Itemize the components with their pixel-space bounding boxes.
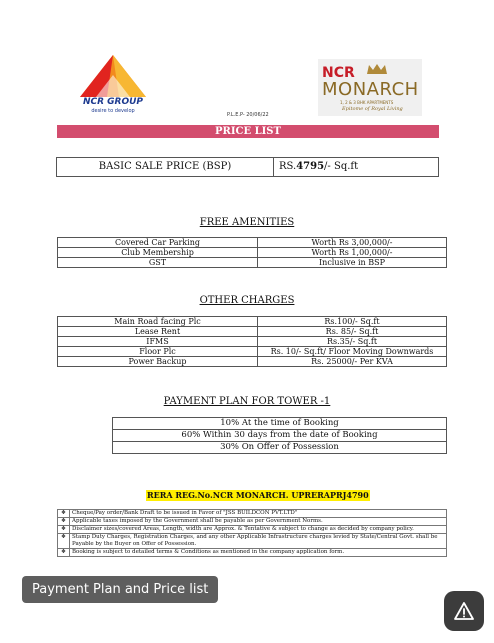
table-row: Lease Rent Rs. 85/- Sq.ft [58, 327, 447, 337]
table-row: GST Inclusive in BSP [58, 258, 447, 268]
table-row: Covered Car Parking Worth Rs 3,00,000/- [58, 238, 447, 248]
list-item: ❖ Booking is subject to detailed terms & Conditions as mentioned in the company application form. [58, 549, 447, 557]
basic-sale-price-box [56, 157, 439, 177]
price-list-date-code: P.L.E.P- 20/06/22 [227, 112, 269, 118]
free-amenities-heading: FREE AMENITIES [199, 217, 295, 228]
payment-plan-table [112, 417, 447, 454]
crown-icon [366, 63, 388, 75]
payment-plan-heading: PAYMENT PLAN FOR TOWER -1 [163, 396, 331, 407]
other-charges-table [57, 316, 447, 367]
list-item: ❖ Applicable taxes imposed by the Government shall be payable as per Government Norms. [58, 518, 447, 526]
monarch-logo-name: MONARCH [322, 79, 419, 100]
table-row: 10% At the time of Booking [113, 418, 447, 430]
table-row: Floor Plc Rs. 10/- Sq.ft/ Floor Moving Downwards [58, 347, 447, 357]
monarch-logo-prefix: NCR [322, 65, 355, 81]
table-row: Main Road facing Plc Rs.100/- Sq.ft [58, 317, 447, 327]
rera-registration: RERA REG.No.NCR MONARCH. UPRERAPRJ4790 [147, 490, 369, 500]
warning-triangle-icon [454, 601, 474, 621]
bsp-label: BASIC SALE PRICE (BSP) [57, 158, 274, 176]
terms-notes-table [57, 509, 447, 557]
other-charges-heading: OTHER CHARGES [199, 295, 295, 306]
list-item: ❖ Cheque/Pay order/Bank Draft to be issued in Favor of "JSS BUILDCON PVT.LTD" [58, 510, 447, 518]
price-list-title: PRICE LIST [215, 126, 281, 137]
bsp-amount: 4795 [296, 161, 325, 172]
report-button[interactable] [444, 591, 484, 631]
ncr-group-name: NCR GROUP [82, 97, 144, 107]
bsp-value: RS.4795/- Sq.ft [279, 161, 359, 172]
list-item: ❖ Stamp Duty Charges, Registration Charges, and any other Applicable Infrastructure charges levied by State/Central Govt. shall be Payable by the Buyer on Offer of Possession. [58, 534, 447, 549]
ncr-group-tagline: desire to develop [91, 108, 135, 114]
table-row: 30% On Offer of Possession [113, 442, 447, 454]
monarch-logo-sub: 1, 2 & 3 BHK APARTMENTS [340, 100, 394, 105]
table-row: Power Backup Rs. 25000/- Per KVA [58, 357, 447, 367]
list-item: ❖ Disclaimer sizes/covered Areas, Length, width are Approx. & Tentative & subject to change as decided by company policy. [58, 526, 447, 534]
ncr-monarch-logo [318, 59, 422, 116]
free-amenities-table [57, 237, 447, 268]
monarch-logo-tagline: Epitome of Royal Living [342, 106, 403, 112]
table-row: IFMS Rs.35/- Sq.ft [58, 337, 447, 347]
table-row: Club Membership Worth Rs 1,00,000/- [58, 248, 447, 258]
image-caption: Payment Plan and Price list [22, 576, 218, 603]
price-list-banner [57, 125, 439, 138]
table-row: 60% Within 30 days from the date of Booking [113, 430, 447, 442]
